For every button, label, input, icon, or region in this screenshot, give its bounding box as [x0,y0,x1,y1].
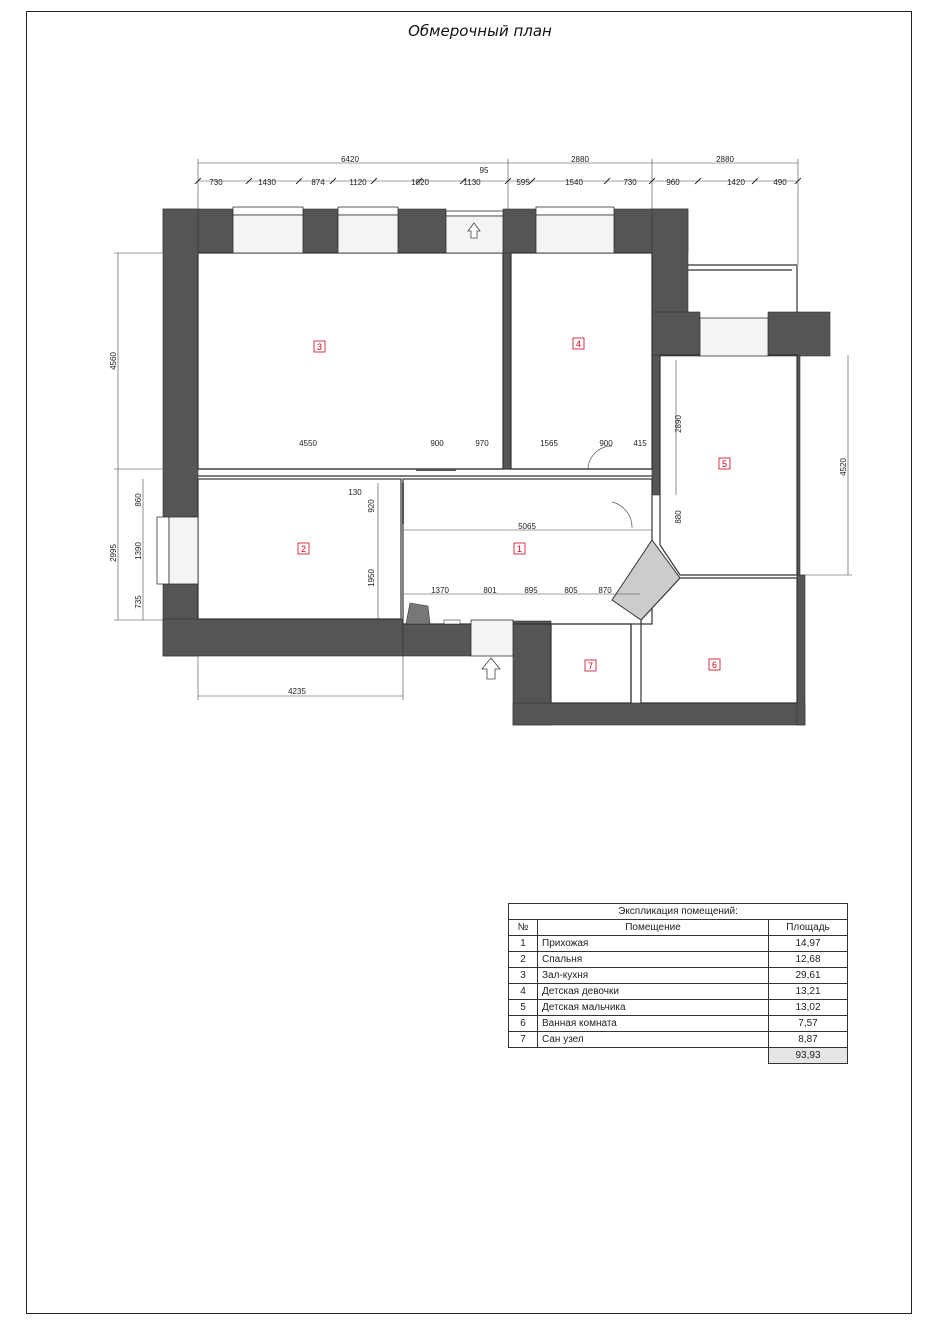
room-3-outline [198,253,503,469]
header-no: № [509,920,538,936]
row-no: 3 [509,968,538,984]
dim-corr-801: 801 [483,586,497,595]
dim-right-4520: 4520 [839,458,848,476]
window-room5-sill [700,318,768,356]
row-name: Детская девочки [538,984,769,1000]
wall-lower-bottom [513,703,805,725]
angled-shaft [612,540,680,620]
dim-top-seg-2: 1430 [258,178,276,187]
door-swings [403,446,632,528]
dim-corr-805: 805 [564,586,578,595]
dim-top-total-2: 2880 [571,155,589,164]
dim-partition-900b: 900 [599,439,613,448]
window-room4-sill [536,215,614,253]
window-room3-right-sill [338,215,398,253]
row-area: 8,87 [769,1032,848,1048]
explication-caption-row [509,904,848,920]
dim-95: 95 [479,166,489,175]
wall-lower-right [797,575,805,725]
window-room3-left [233,207,303,215]
wall-balcony-left [652,312,700,356]
dim-left-2995: 2995 [109,544,118,562]
wall-top-pier-1 [303,209,338,253]
window-room4 [536,207,614,215]
room-7-label: 7 [587,661,594,671]
explication-header-row [509,920,848,936]
explication-total-row [509,1048,848,1064]
total-blank-no [509,1048,538,1064]
dim-left-735: 735 [134,595,143,609]
row-no: 5 [509,1000,538,1016]
row-name: Детская мальчика [538,1000,769,1016]
table-row [509,1032,848,1048]
dim-partition-415: 415 [633,439,647,448]
window-room3-right [338,207,398,215]
drawing-title: Обмерочный план [408,22,552,40]
table-row [509,936,848,952]
room-6-outline [641,578,797,703]
dim-partition-970: 970 [475,439,489,448]
wall-bottom-mid [403,624,471,656]
dim-left-1390: 1390 [134,542,143,560]
row-area: 13,02 [769,1000,848,1016]
row-no: 7 [509,1032,538,1048]
header-area: Площадь [769,920,848,936]
room-5-label: 5 [721,459,728,469]
total-blank-name [538,1048,769,1064]
table-row [509,968,848,984]
dim-920: 920 [367,499,376,513]
wall-left-upper [163,209,198,517]
wall-bottom-left [163,619,403,656]
explication-table [508,903,848,1064]
window-room3-left-sill [233,215,303,253]
dim-top-seg-3: 874 [311,178,325,187]
wall-balcony-right [768,312,830,356]
row-name: Прихожая [538,936,769,952]
row-area: 29,61 [769,968,848,984]
row-no: 6 [509,1016,538,1032]
room-6-label: 6 [711,660,718,670]
room-1-label: 1 [516,544,523,554]
row-no: 1 [509,936,538,952]
dim-top-seg-11: 1420 [727,178,745,187]
dim-2890: 2890 [674,415,683,433]
table-row [509,984,848,1000]
window-room2-outer [157,517,169,584]
dim-left-4560: 4560 [109,352,118,370]
dim-top-seg-5: 1020 [411,178,429,187]
dim-partition-1565: 1565 [540,439,558,448]
row-no: 2 [509,952,538,968]
dim-partition-900a: 900 [430,439,444,448]
dim-partition-4550: 4550 [299,439,317,448]
dim-corr-895: 895 [524,586,538,595]
dim-top-seg-8: 1540 [565,178,583,187]
window-room2-sill [169,517,198,584]
explication-caption: Экспликация помещений: [509,904,848,920]
row-name: Спальня [538,952,769,968]
door-room4-swing [588,446,612,470]
table-row [509,1000,848,1016]
dim-top-seg-9: 730 [623,178,637,187]
dim-1950: 1950 [367,569,376,587]
dim-bottom-4235: 4235 [288,687,306,696]
room-4-outline [511,253,652,469]
table-row [509,952,848,968]
dim-top-seg-1: 730 [209,178,223,187]
dim-corr-1370: 1370 [431,586,449,595]
total-area: 93,93 [769,1048,848,1064]
dim-880: 880 [674,510,683,524]
corner-fixture [406,603,430,624]
row-name: Ванная комната [538,1016,769,1032]
row-area: 14,97 [769,936,848,952]
dim-top-total-1: 6420 [341,155,359,164]
corner-fixture-small [444,620,460,624]
table-row [509,1016,848,1032]
dim-5065: 5065 [518,522,536,531]
dim-top-seg-12: 490 [773,178,787,187]
wall-top-pier-3 [503,209,536,253]
row-name: Сан узел [538,1032,769,1048]
row-area: 12,68 [769,952,848,968]
dim-top-seg-7: 595 [516,178,530,187]
dim-left-860: 860 [134,493,143,507]
dim-top-total-3: 2880 [716,155,734,164]
row-no: 4 [509,984,538,1000]
entrance-arrow-icon [482,658,500,679]
dim-130: 130 [348,488,362,497]
header-room: Помещение [538,920,769,936]
entrance-door-opening [471,620,513,656]
row-area: 7,57 [769,1016,848,1032]
wall-top-pier-2 [398,209,446,253]
balcony-door-top [446,211,503,216]
dim-top-seg-10: 960 [666,178,680,187]
dim-top-seg-6: 1130 [463,178,481,187]
row-name: Зал-кухня [538,968,769,984]
room-2-label: 2 [300,544,307,554]
room-3-label: 3 [316,342,323,352]
wall-room5-left [652,355,660,495]
dim-top-seg-4: 1120 [349,178,367,187]
room-4-label: 4 [575,339,582,349]
entry-arrows [468,223,500,679]
wall-partition-3-4 [503,253,511,469]
row-area: 13,21 [769,984,848,1000]
door-room5-swing [612,502,632,528]
dim-corr-870: 870 [598,586,612,595]
